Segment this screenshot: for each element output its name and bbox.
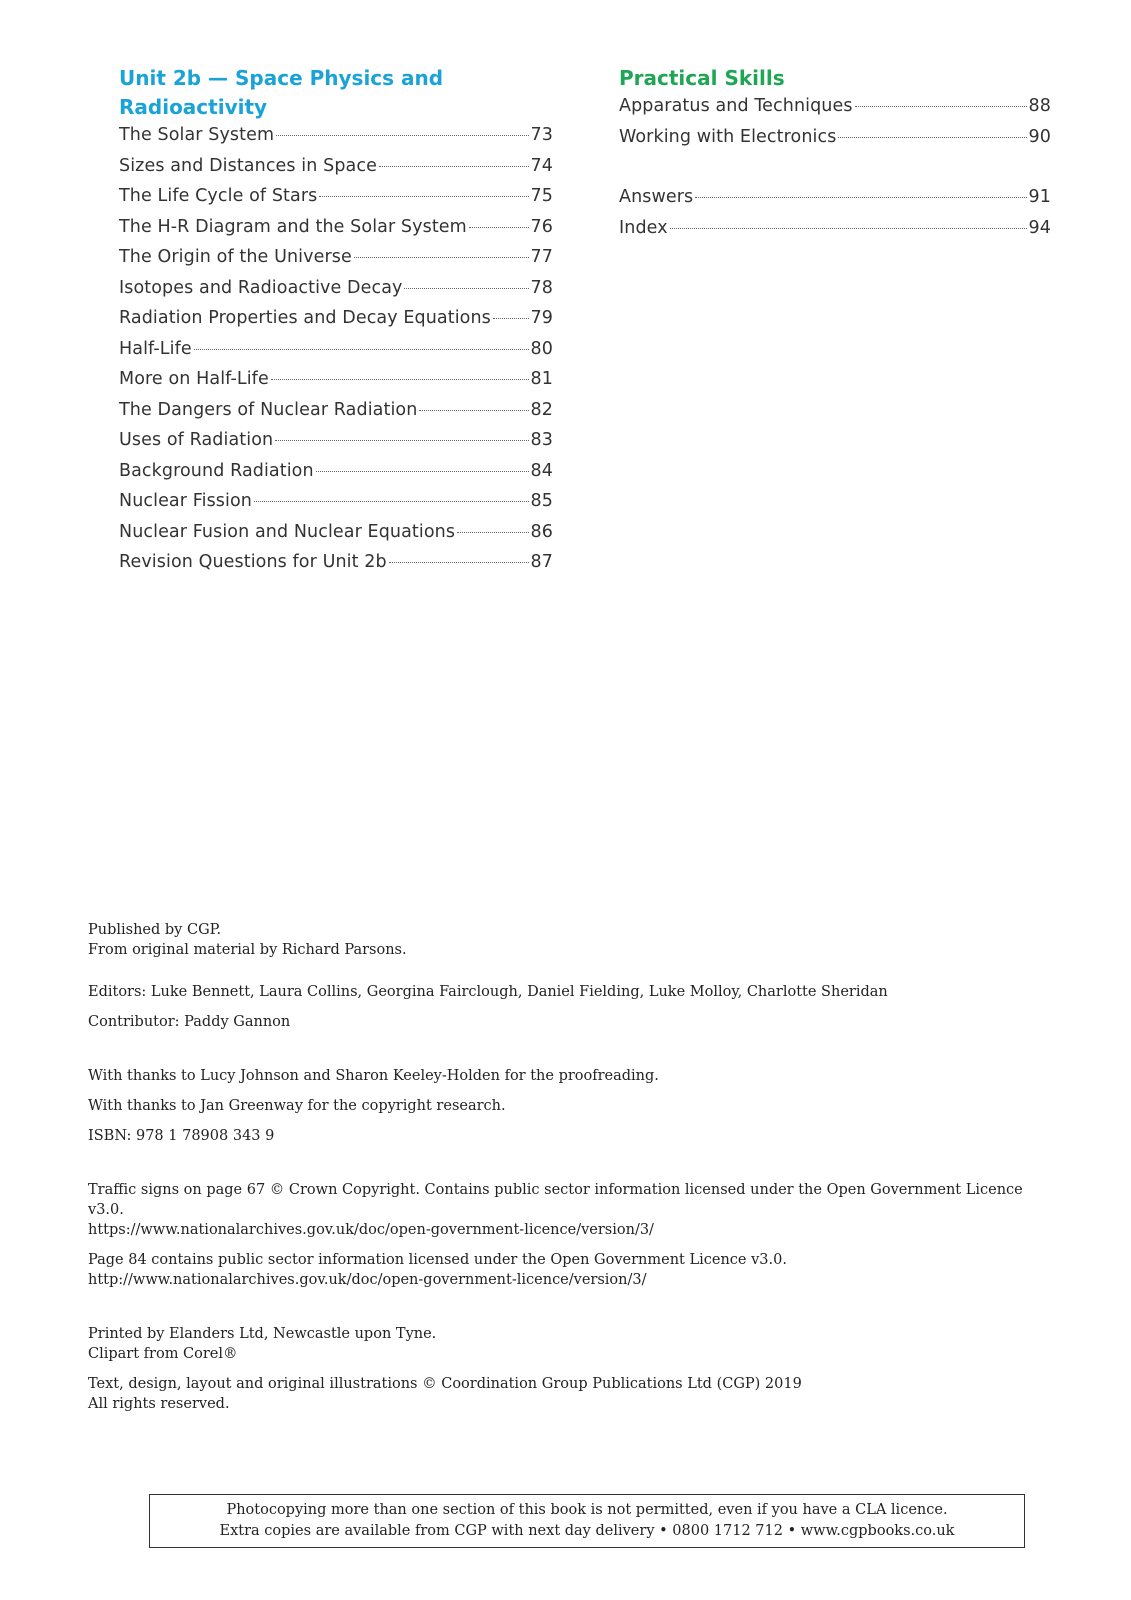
toc-list-unit-2b xyxy=(119,125,553,583)
traffic-signs-url: https://www.nationalarchives.gov.uk/doc/open-government-licence/version/3/ xyxy=(88,1222,654,1238)
toc-leader-dots xyxy=(319,196,528,197)
toc-leader-dots xyxy=(354,257,529,258)
toc-entry-page: 81 xyxy=(530,369,553,389)
notice-line-2: Extra copies are available from CGP with next day delivery • 0800 1712 712 • www.cgpbooks.co.uk xyxy=(219,1523,955,1539)
toc-entry-title: More on Half-Life xyxy=(119,369,269,389)
contributor: Contributor: Paddy Gannon xyxy=(88,1014,291,1030)
toc-entry-title: The Life Cycle of Stars xyxy=(119,186,318,206)
toc-entry-title: The Solar System xyxy=(119,125,275,145)
toc-entry xyxy=(119,400,553,431)
toc-leader-dots xyxy=(855,106,1027,107)
toc-entry-page: 80 xyxy=(530,338,553,359)
toc-entry xyxy=(119,369,553,400)
toc-leader-dots xyxy=(389,562,529,563)
traffic-signs-notice: Traffic signs on page 67 © Crown Copyright. Contains public sector information licensed under the Open Government Licence v3.0. xyxy=(88,1182,1023,1218)
toc-leader-dots xyxy=(254,501,529,502)
unit-2b-heading: Unit 2b — Space Physics and Radioactivity xyxy=(119,66,444,119)
toc-entry xyxy=(619,187,1051,218)
thanks-copyright: With thanks to Jan Greenway for the copyright research. xyxy=(88,1098,506,1114)
toc-entry xyxy=(619,218,1051,249)
isbn: ISBN: 978 1 78908 343 9 xyxy=(88,1128,275,1144)
toc-entry-page: 82 xyxy=(530,399,553,420)
toc-entry-page: 75 xyxy=(530,186,553,206)
toc-entry-title: Sizes and Distances in Space xyxy=(119,155,377,176)
photocopy-notice-box xyxy=(149,1494,1025,1548)
credits-block xyxy=(88,920,1048,1414)
toc-entry-title: Radiation Properties and Decay Equations xyxy=(119,308,491,328)
toc-leader-dots xyxy=(469,227,529,228)
toc-entry-page: 90 xyxy=(1028,126,1051,147)
toc-entry-title: Nuclear Fission xyxy=(119,491,252,511)
toc-entry-page: 77 xyxy=(530,247,553,267)
toc-entry xyxy=(119,125,553,156)
toc-entry xyxy=(119,217,553,248)
toc-entry-title: Revision Questions for Unit 2b xyxy=(119,552,387,572)
toc-entry-page: 86 xyxy=(530,521,553,542)
toc-entry xyxy=(119,491,553,522)
page84-url: http://www.nationalarchives.gov.uk/doc/open-government-licence/version/3/ xyxy=(88,1272,647,1288)
published-by: Published by CGP. xyxy=(88,922,222,938)
toc-entry-title: The Dangers of Nuclear Radiation xyxy=(119,399,418,420)
toc-entry-page: 83 xyxy=(530,430,553,450)
toc-leader-dots xyxy=(493,318,529,319)
toc-entry-page: 84 xyxy=(530,460,553,481)
toc-leader-dots xyxy=(419,410,528,411)
toc-leader-dots xyxy=(695,197,1026,198)
original-material: From original material by Richard Parsons. xyxy=(88,942,407,958)
toc-entry-page: 85 xyxy=(530,491,553,511)
toc-right-column xyxy=(619,64,1051,248)
toc-entry-title: Background Radiation xyxy=(119,460,314,481)
toc-entry xyxy=(119,247,553,278)
toc-entry-page: 78 xyxy=(530,277,553,298)
toc-leader-dots xyxy=(316,471,529,472)
toc-entry-page: 87 xyxy=(530,552,553,572)
toc-entry-title: Apparatus and Techniques xyxy=(619,96,853,116)
toc-entry xyxy=(119,308,553,339)
toc-entry-title: Half-Life xyxy=(119,338,192,359)
toc-entry xyxy=(119,461,553,492)
toc-entry-page: 73 xyxy=(530,125,553,145)
clipart-credit: Clipart from Corel® xyxy=(88,1346,238,1362)
toc-entry xyxy=(619,96,1051,127)
toc-leader-dots xyxy=(838,137,1026,138)
toc-list-practical-skills xyxy=(619,96,1051,157)
toc-leader-dots xyxy=(275,440,528,441)
toc-entry-page: 79 xyxy=(530,308,553,328)
toc-entry xyxy=(619,127,1051,158)
toc-entry-title: Isotopes and Radioactive Decay xyxy=(119,277,403,298)
toc-leader-dots xyxy=(276,135,528,136)
page84-notice: Page 84 contains public sector information licensed under the Open Government Licence v3.0. xyxy=(88,1252,787,1268)
all-rights-reserved: All rights reserved. xyxy=(88,1396,230,1412)
toc-entry xyxy=(119,339,553,370)
toc-entry-title: Nuclear Fusion and Nuclear Equations xyxy=(119,521,456,542)
toc-entry-title: The Origin of the Universe xyxy=(119,247,352,267)
toc-entry-page: 74 xyxy=(530,155,553,176)
toc-entry xyxy=(119,156,553,187)
practical-skills-heading: Practical Skills xyxy=(619,66,785,90)
toc-entry-title: Working with Electronics xyxy=(619,126,837,147)
toc-entry-title: Index xyxy=(619,217,668,238)
toc-left-column xyxy=(119,64,553,583)
toc-entry-page: 76 xyxy=(530,216,553,237)
copyright-line: Text, design, layout and original illustrations © Coordination Group Publications Ltd (CGP) 2019 xyxy=(88,1376,802,1392)
toc-leader-dots xyxy=(670,228,1027,229)
toc-entry xyxy=(119,522,553,553)
toc-leader-dots xyxy=(457,532,528,533)
toc-entry xyxy=(119,186,553,217)
thanks-proofreading: With thanks to Lucy Johnson and Sharon Keeley-Holden for the proofreading. xyxy=(88,1068,659,1084)
printed-by: Printed by Elanders Ltd, Newcastle upon Tyne. xyxy=(88,1326,437,1342)
toc-leader-dots xyxy=(271,379,529,380)
notice-line-1: Photocopying more than one section of this book is not permitted, even if you have a CLA licence. xyxy=(226,1502,948,1518)
editors: Editors: Luke Bennett, Laura Collins, Georgina Fairclough, Daniel Fielding, Luke Molloy, Charlotte Sheridan xyxy=(88,984,888,1000)
toc-entry xyxy=(119,552,553,583)
toc-entry-title: Answers xyxy=(619,187,694,207)
toc-leader-dots xyxy=(379,166,529,167)
toc-entry xyxy=(119,430,553,461)
toc-spacer xyxy=(619,157,1051,187)
toc-entry-title: The H-R Diagram and the Solar System xyxy=(119,216,467,237)
toc-list-back-matter xyxy=(619,187,1051,248)
toc-leader-dots xyxy=(404,288,528,289)
toc-entry-page: 94 xyxy=(1028,217,1051,238)
toc-entry-page: 91 xyxy=(1028,187,1051,207)
toc-entry-title: Uses of Radiation xyxy=(119,430,274,450)
toc-entry xyxy=(119,278,553,309)
toc-leader-dots xyxy=(194,349,529,350)
toc-entry-page: 88 xyxy=(1028,96,1051,116)
